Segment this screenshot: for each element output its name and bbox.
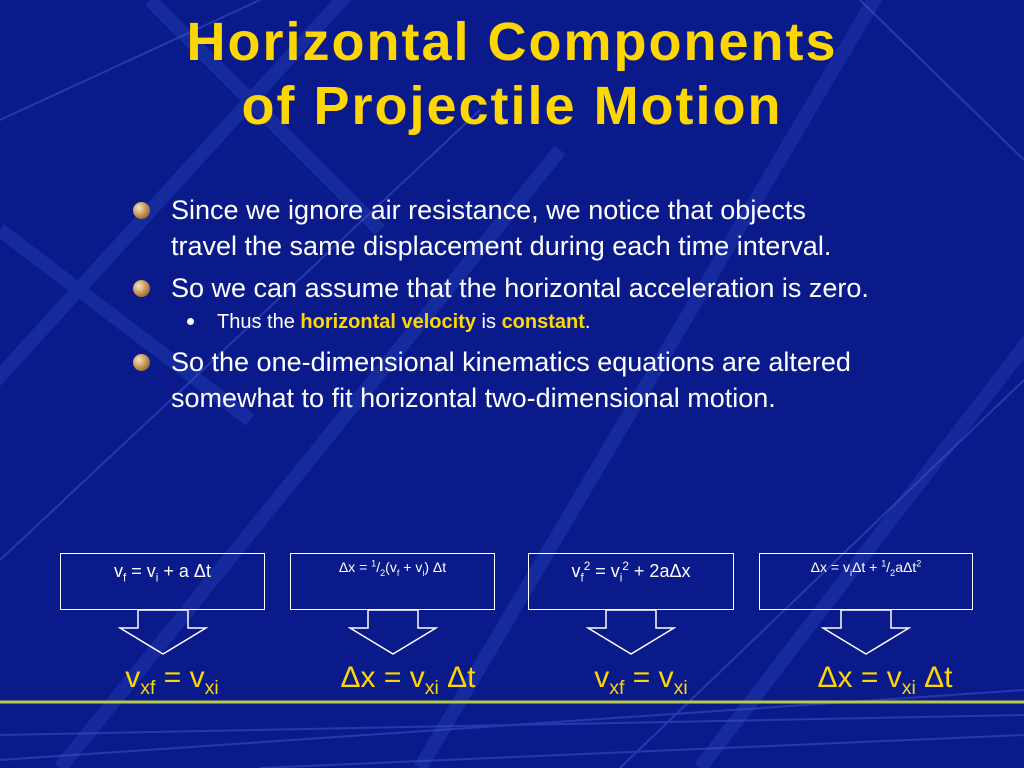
highlight-constant: constant	[501, 311, 585, 333]
slide-title	[0, 10, 1024, 138]
equation-box-3: $v_f^2 = v_i^2 + 2a\Delta x$	[528, 553, 734, 610]
equation-box-1: $v_f = v_i + a$ Δt	[60, 553, 265, 610]
title-line-2: of Projectile Motion	[241, 76, 783, 136]
result-equation-4: $\Delta x = v_{xi}$ Δt	[817, 661, 953, 699]
down-arrow-icon	[348, 610, 438, 655]
down-arrow-icon	[586, 610, 676, 655]
equation-box-2: $\Delta x = ^1/_2(v_f + v_i)$ Δt	[290, 553, 495, 610]
down-arrow-icon	[821, 610, 911, 655]
bullet-orb-icon	[133, 202, 150, 219]
bullet-item	[130, 344, 870, 416]
bullet-orb-icon	[133, 354, 150, 371]
highlight-horizontal-velocity: horizontal velocity	[300, 311, 476, 333]
down-arrow-icon	[118, 610, 208, 655]
sub-end: .	[584, 311, 591, 333]
bullet-orb-icon	[133, 280, 150, 297]
sub-prefix: Thus the	[217, 311, 295, 333]
result-equation-1: $v_{xf} = v_{xi}$	[125, 661, 219, 699]
result-equation-3: $v_{xf} = v_{xi}$	[594, 661, 688, 699]
sub-bullet-item	[130, 308, 870, 336]
bullet-list	[130, 192, 870, 422]
bullet-dot-icon	[187, 318, 194, 325]
bullet-text: So the one-dimensional kinematics equations are altered somewhat to fit horizontal two-dimensional motion.	[171, 347, 851, 413]
title-line-1: Horizontal Components	[186, 12, 838, 72]
result-equation-2: $\Delta x = v_{xi}$ Δt	[340, 661, 476, 699]
bullet-text: Since we ignore air resistance, we notice that objects travel the same displacement during each time interval.	[171, 195, 832, 261]
bullet-item	[130, 192, 870, 264]
bullet-text: So we can assume that the horizontal acceleration is zero.	[171, 273, 869, 303]
bullet-item	[130, 270, 870, 306]
equation-box-4: $\Delta x = v_i\Delta t + ^1/_2a\Delta t^2$	[759, 553, 973, 610]
sub-mid: is	[481, 311, 496, 333]
